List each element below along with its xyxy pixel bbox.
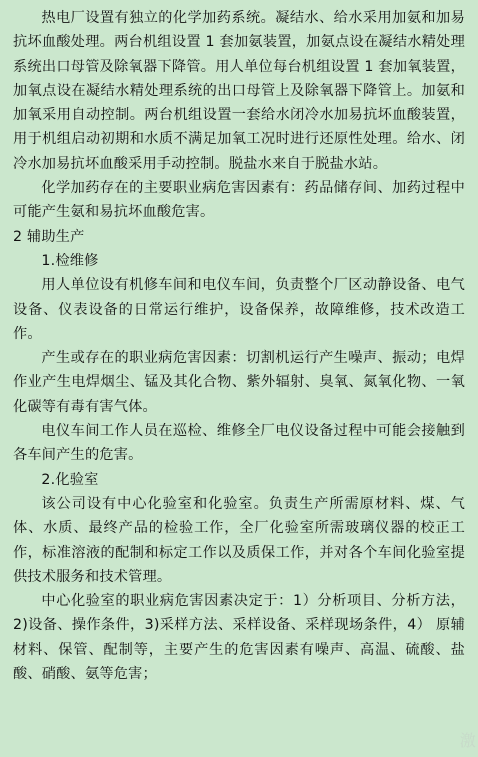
- paragraph-maintenance-hazards: 产生或存在的职业病危害因素：切割机运行产生噪声、振动；电焊作业产生电焊烟尘、锰及其化合物、紫外辐射、臭氧、氮氧化物、一氧化碳等有毒有害气体。: [13, 350, 465, 415]
- document-body: [13, 6, 465, 686]
- paragraph-laboratory-duties: 该公司设有中心化验室和化验室。负责生产所需原材料、煤、气体、水质、最终产品的检验工作，全厂化验室所需玻璃仪器的校正工作，标准溶液的配制和标定工作以及质保工作，并对各个车间化验室提供技术服务和技术管理。: [13, 495, 465, 585]
- paragraph-electrical-staff: 电仪车间工作人员在巡检、维修全厂电仪设备过程中可能会接触到各车间产生的危害。: [13, 423, 465, 464]
- paragraph-dosing-hazards: 化学加药存在的主要职业病危害因素有：药品储存间、加药过程中可能产生氨和易抗坏血酸危害。: [13, 180, 465, 221]
- section-heading-auxiliary: 2 辅助生产: [13, 228, 85, 245]
- paragraph-maintenance-workshops: 用人单位设有机修车间和电仪车间，负责整个厂区动静设备、电气设备、仪表设备的日常运行维护，设备保养，故障维修，技术改造工作。: [13, 277, 465, 342]
- paragraph-chemical-dosing: 热电厂设置有独立的化学加药系统。凝结水、给水采用加氨和加易抗坏血酸处理。两台机组设置 1 套加氨装置，加氨点设在凝结水精处理系统出口母管及除氧器下降管。用人单位每台机组设置 1 套加氧装置，加氧点设在凝结水精处理系统的出口母管上及除氧器下降管上。加氨和加氧采用自动控制。两台机组设置一套给水闭冷水加易抗坏血酸装置，用于机组启动初期和水质不满足加氧工况时进行还原性处理。给水、闭冷水加易抗坏血酸采用手动控制。脱盐水来自于脱盐水站。: [13, 10, 465, 172]
- paragraph-laboratory-hazards: 中心化验室的职业病危害因素决定于：1）分析项目、分析方法，2)设备、操作条件，3)采样方法、采样设备、采样现场条件，4） 原辅材料、保管、配制等，主要产生的危害因素有噪声、高温、硫酸、盐酸、硝酸、氨等危害；: [13, 593, 465, 683]
- subsection-heading-laboratory: 2.化验室: [41, 471, 99, 488]
- subsection-heading-maintenance: 1.检维修: [41, 252, 99, 269]
- watermark-text: 激: [459, 730, 476, 750]
